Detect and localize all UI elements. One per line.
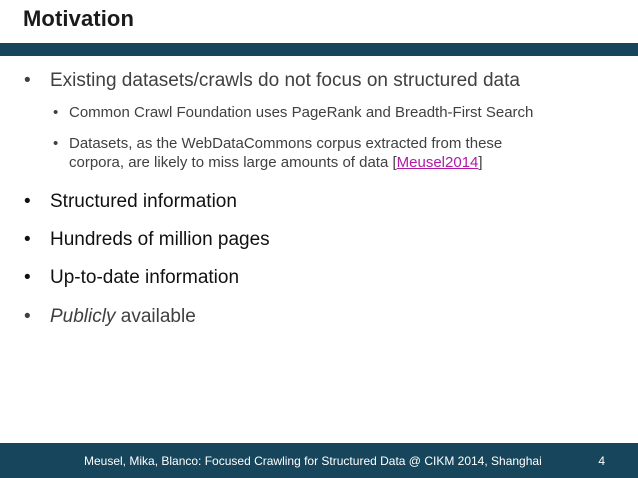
bullet-text xyxy=(50,306,196,328)
bullet-text: Existing datasets/crawls do not focus on structured data xyxy=(50,70,520,91)
bullet-text: Structured information xyxy=(50,191,237,212)
page-number: 4 xyxy=(598,454,605,468)
bullet-text: Hundreds of million pages xyxy=(50,229,270,250)
bullet-icon: • xyxy=(24,267,31,288)
bullet-icon: • xyxy=(53,135,59,152)
bullet-text-rest: available xyxy=(115,306,196,327)
bullet-icon: • xyxy=(53,104,59,121)
title-divider-bar xyxy=(0,43,638,56)
slide-title: Motivation xyxy=(23,6,134,31)
citation-link[interactable]: Meusel2014 xyxy=(396,154,479,171)
sub-bullet-line-2: corpora, are likely to miss large amounts of data [ xyxy=(69,154,397,171)
emphasis-text: Publicly xyxy=(50,306,116,327)
bullet-text: Up-to-date information xyxy=(50,267,240,288)
citation-bracket: ] xyxy=(478,154,483,171)
sub-bullet-text: Common Crawl Foundation uses PageRank and Breadth-First Search xyxy=(69,104,534,121)
sub-bullet-line-1: Datasets, as the WebDataCommons corpus extracted from these xyxy=(69,135,503,152)
bullet-icon: • xyxy=(24,306,31,327)
bullet-icon: • xyxy=(24,191,31,212)
sub-bullet-text xyxy=(69,134,609,172)
footer-bar xyxy=(0,443,638,478)
footer-text: Meusel, Mika, Blanco: Focused Crawling for Structured Data @ CIKM 2014, Shanghai xyxy=(84,454,542,468)
bullet-icon: • xyxy=(24,229,31,250)
bullet-icon: • xyxy=(24,70,31,91)
